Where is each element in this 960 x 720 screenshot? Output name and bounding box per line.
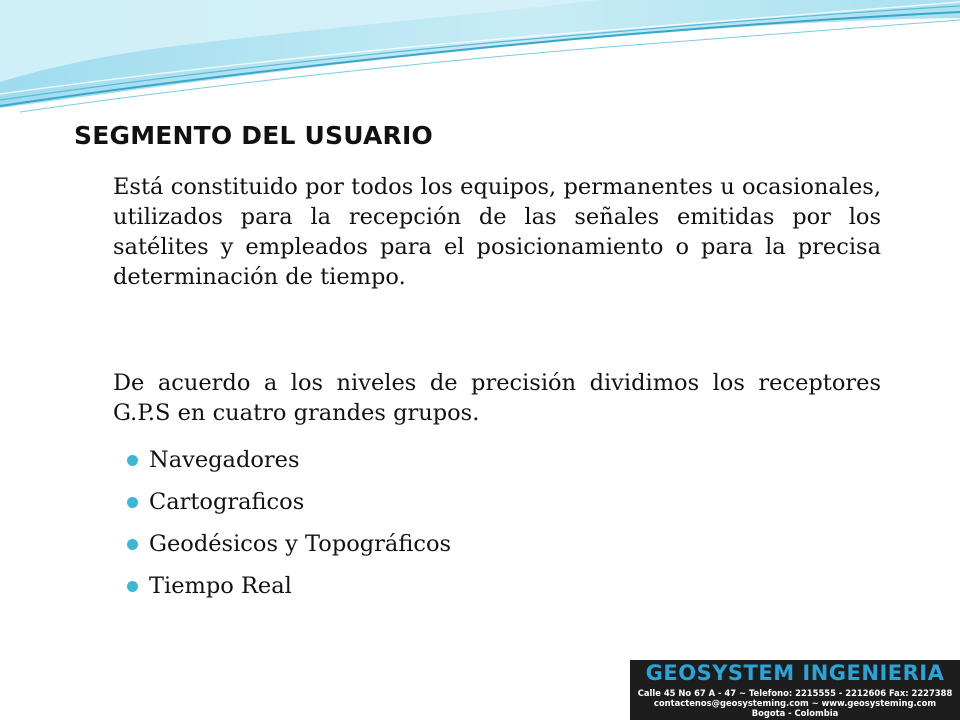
body-paragraph: Está constituido por todos los equipos, permanentes u ocasionales, utilizados para la recepción de las señales emitidas por los satélites y empleados para el posicionamiento o para la precisa determinación de tiempo.	[113, 174, 881, 290]
company-contact: contactenos@geosysteming.com ~ www.geosysteming.com	[653, 698, 937, 708]
slide-title: SEGMENTO DEL USUARIO	[74, 121, 433, 150]
company-address: Calle 45 No 67 A - 47 ~ Telefono: 2215555 - 2212606 Fax: 2227388	[637, 688, 953, 698]
bullet-dot-icon	[127, 581, 138, 592]
list-item-label: Geodésicos y Topográficos	[149, 531, 452, 557]
list-item-label: Navegadores	[149, 447, 300, 473]
list-item-label: Cartograficos	[149, 489, 305, 515]
company-name: GEOSYSTEM INGENIERIA	[645, 661, 945, 685]
company-logo-banner	[630, 660, 960, 720]
body-paragraph: De acuerdo a los niveles de precisión dividimos los receptores G.P.S en cuatro grandes grupos.	[113, 370, 881, 426]
list-item	[127, 486, 451, 528]
bullet-dot-icon	[127, 539, 138, 550]
list-item-label: Tiempo Real	[149, 573, 292, 599]
bullet-dot-icon	[127, 455, 138, 466]
list-item	[127, 444, 451, 486]
bullet-dot-icon	[127, 497, 138, 508]
company-city: Bogota - Colombia	[751, 708, 839, 718]
wave-header-decoration	[0, 0, 960, 115]
receiver-groups-list	[127, 444, 451, 612]
list-item	[127, 570, 451, 612]
list-item	[127, 528, 451, 570]
